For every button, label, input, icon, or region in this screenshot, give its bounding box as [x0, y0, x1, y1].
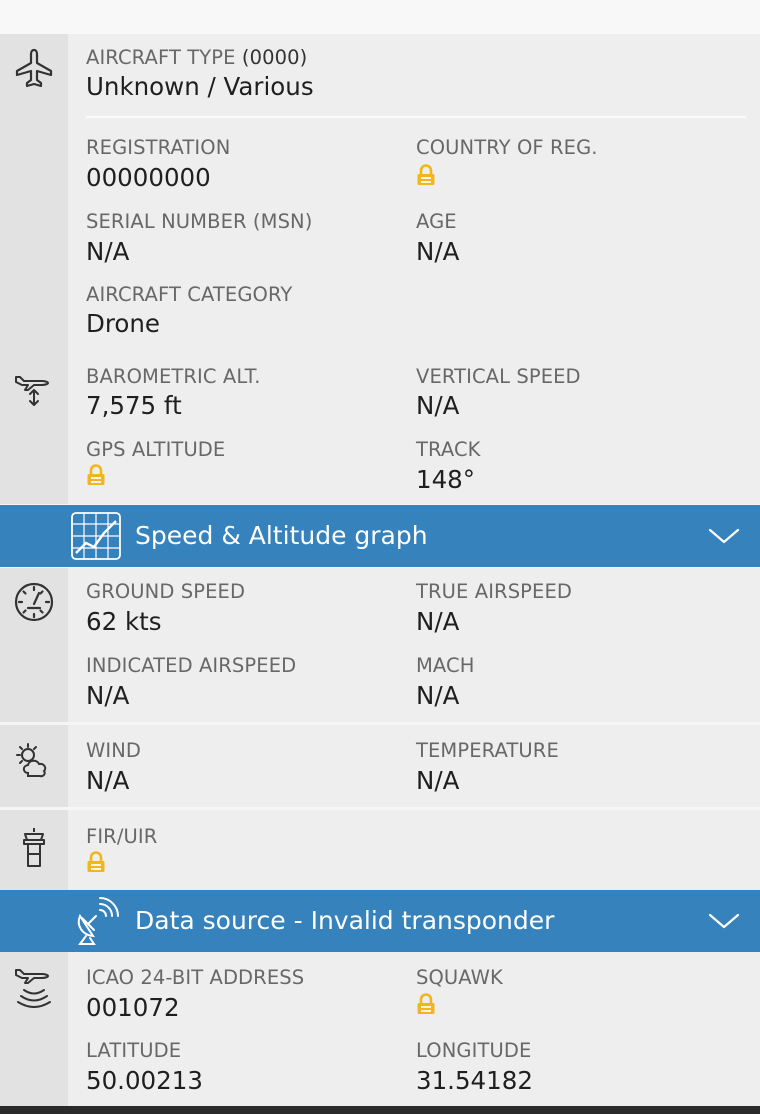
sun-cloud-icon	[10, 739, 58, 787]
squawk-label: SQUAWK	[416, 966, 503, 989]
gps-alt-label: GPS ALTITUDE	[86, 438, 226, 461]
country-label: COUNTRY OF REG.	[416, 136, 598, 159]
satellite-dish-icon	[70, 896, 122, 946]
true-airspeed-value: N/A	[416, 607, 460, 636]
baro-alt-label: BAROMETRIC ALT.	[86, 365, 261, 388]
category-label: AIRCRAFT CATEGORY	[86, 283, 293, 306]
vertical-speed-value: N/A	[416, 391, 460, 420]
true-airspeed-label: TRUE AIRSPEED	[416, 580, 572, 603]
aircraft-type-label: AIRCRAFT TYPE (0000)	[86, 46, 308, 69]
msn-label: SERIAL NUMBER (MSN)	[86, 210, 313, 233]
fir-section	[0, 810, 760, 890]
lock-icon[interactable]	[86, 851, 106, 873]
lock-icon[interactable]	[416, 164, 436, 186]
indicated-airspeed-value: N/A	[86, 681, 130, 710]
source-section	[0, 952, 760, 1106]
airplane-icon	[10, 44, 58, 92]
speed-altitude-graph-bar[interactable]	[0, 505, 760, 567]
control-tower-icon	[10, 824, 58, 872]
track-value: 148°	[416, 465, 476, 494]
aircraft-type-value: Unknown / Various	[86, 72, 314, 101]
aircraft-gutter	[0, 34, 68, 504]
graph-bar-title: Speed & Altitude graph	[135, 521, 428, 550]
wind-label: WIND	[86, 739, 142, 762]
aircraft-type-code: (0000)	[241, 46, 308, 69]
speed-section	[0, 568, 760, 722]
plane-signal-icon	[10, 962, 58, 1010]
indicated-airspeed-label: INDICATED AIRSPEED	[86, 654, 297, 677]
lock-icon[interactable]	[416, 993, 436, 1015]
data-source-title: Data source - Invalid transponder	[135, 906, 555, 935]
vertical-speed-label: VERTICAL SPEED	[416, 365, 581, 388]
age-value: N/A	[416, 237, 460, 266]
msn-value: N/A	[86, 237, 130, 266]
fir-uir-label: FIR/UIR	[86, 825, 158, 848]
ground-speed-value: 62 kts	[86, 607, 162, 636]
category-value: Drone	[86, 309, 160, 338]
registration-label: REGISTRATION	[86, 136, 231, 159]
plane-altitude-icon	[10, 362, 58, 410]
track-label: TRACK	[416, 438, 481, 461]
latitude-label: LATITUDE	[86, 1039, 182, 1062]
chevron-down-icon[interactable]	[707, 523, 741, 549]
temperature-label: TEMPERATURE	[416, 739, 559, 762]
mach-label: MACH	[416, 654, 475, 677]
age-label: AGE	[416, 210, 457, 233]
registration-value: 00000000	[86, 163, 211, 192]
latitude-value: 50.00213	[86, 1066, 203, 1095]
data-source-bar[interactable]	[0, 890, 760, 952]
wind-value: N/A	[86, 766, 130, 795]
icao-address-label: ICAO 24-BIT ADDRESS	[86, 966, 305, 989]
aircraft-divider	[86, 116, 746, 118]
weather-section	[0, 725, 760, 807]
top-strip	[0, 0, 760, 34]
baro-alt-value: 7,575 ft	[86, 391, 182, 420]
graph-icon	[70, 511, 122, 561]
aircraft-section	[0, 34, 760, 504]
speedometer-icon	[10, 578, 58, 626]
temperature-value: N/A	[416, 766, 460, 795]
ground-speed-label: GROUND SPEED	[86, 580, 246, 603]
longitude-value: 31.54182	[416, 1066, 533, 1095]
bottom-bar	[0, 1106, 760, 1114]
lock-icon[interactable]	[86, 464, 106, 486]
mach-value: N/A	[416, 681, 460, 710]
icao-address-value: 001072	[86, 993, 180, 1022]
chevron-down-icon[interactable]	[707, 908, 741, 934]
longitude-label: LONGITUDE	[416, 1039, 532, 1062]
